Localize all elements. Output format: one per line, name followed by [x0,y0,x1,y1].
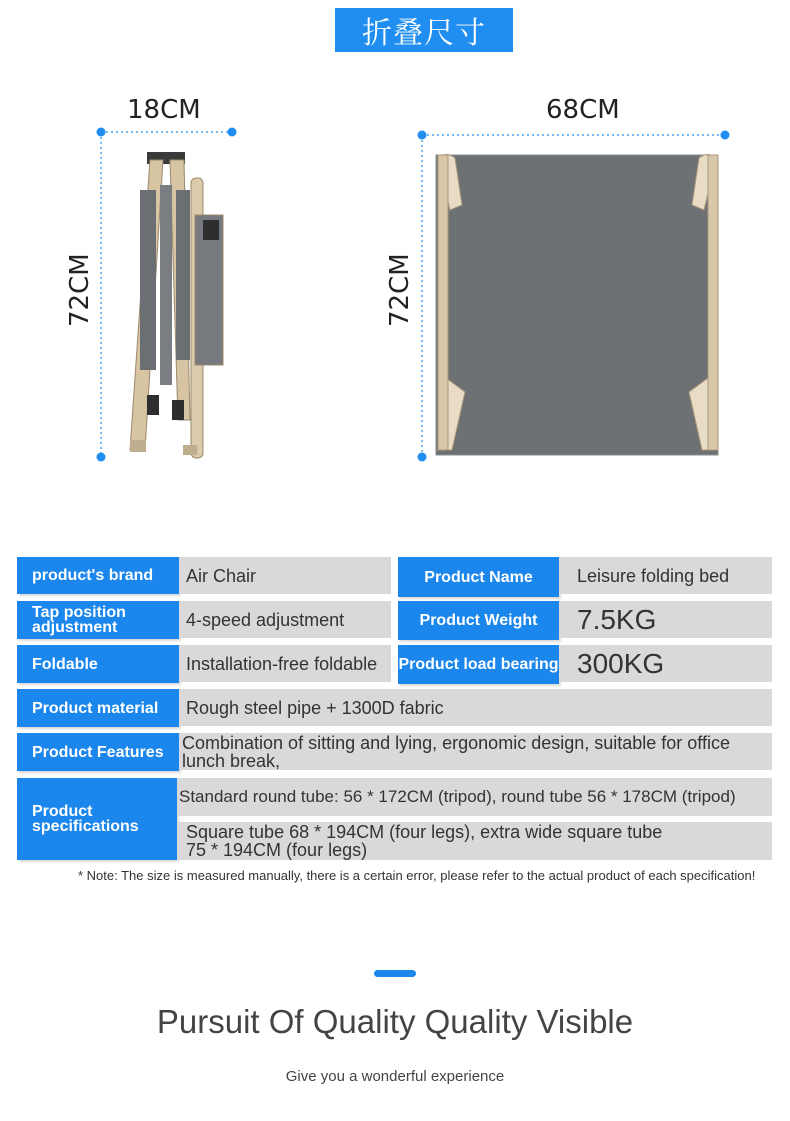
tap-position-value: 4-speed adjustment [179,601,391,638]
load-bearing-value: 300KG [559,645,772,682]
specifications-label: Product specifications [17,778,177,860]
measurement-note: * Note: The size is measured manually, there is a certain error, please refer to the actual product of each specification! [78,868,756,883]
specification-value-round: Standard round tube: 56 * 172CM (tripod), round tube 56 * 178CM (tripod) [177,778,772,816]
folded-bed-front-view [436,154,718,455]
foldable-label: Foldable [17,645,179,683]
left-width-label: 18CM [127,95,201,125]
tap-position-label: Tap position adjustment [17,601,179,639]
right-height-label: 72CM [385,253,415,327]
accent-bar [374,970,416,977]
brand-label: product's brand [17,557,179,594]
material-value: Rough steel pipe + 1300D fabric [179,689,772,726]
brand-value: Air Chair [179,557,391,594]
section-title: Pursuit Of Quality Quality Visible [156,1003,634,1040]
right-width-label: 68CM [546,95,620,125]
section-subtitle: Give you a wonderful experience [285,1068,505,1085]
features-value: Combination of sitting and lying, ergonomic design, suitable for office lunch break, [179,733,772,770]
folded-bed-side-view [130,152,223,458]
load-bearing-label: Product load bearing [398,645,559,684]
features-label: Product Features [17,733,179,771]
product-weight-value: 7.5KG [559,601,772,638]
specification-value-square: Square tube 68 * 194CM (four legs), extra wide square tube 75 * 194CM (four legs) [177,822,772,860]
product-name-value: Leisure folding bed [559,557,772,594]
product-weight-label: Product Weight [398,601,559,640]
product-name-label: Product Name [398,557,559,597]
folded-size-illustration [0,0,790,500]
left-height-label: 72CM [65,253,95,327]
foldable-value: Installation-free foldable [179,645,391,682]
material-label: Product material [17,689,179,727]
section-header: 折叠尺寸 [335,8,513,52]
